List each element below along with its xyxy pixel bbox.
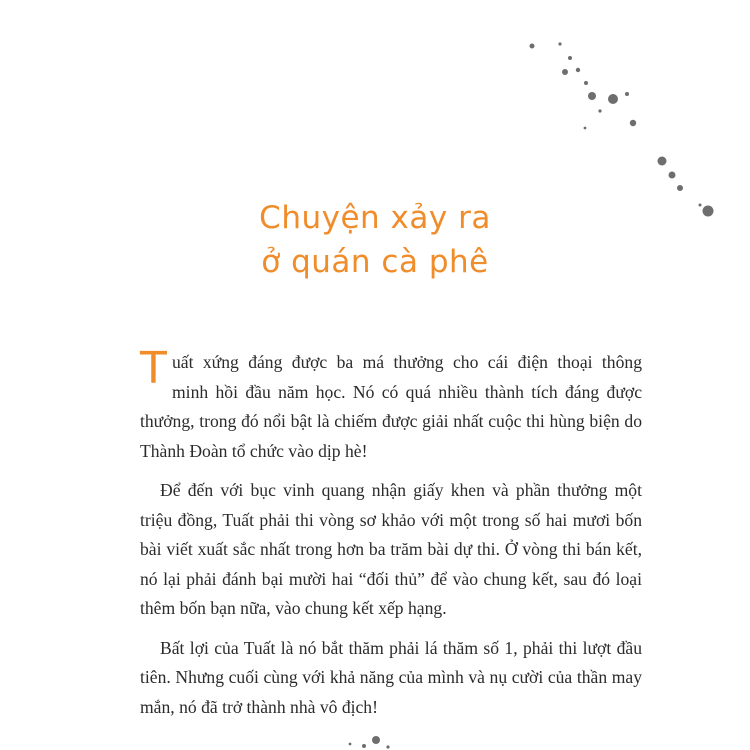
paragraph-line: nó lại phải đánh bại mười hai “đối thủ” để vào chung kết, sau đó loại bbox=[140, 568, 642, 589]
chapter-title-line-1: Chuyện xảy ra bbox=[259, 200, 491, 236]
paragraph-line: Để đến với bục vinh quang nhận giấy khen và phần thưởng một bbox=[160, 480, 642, 500]
paragraph-line: thưởng, trong đó nổi bật là chiếm được giải nhất cuộc thi hùng biện do bbox=[140, 411, 642, 431]
drop-cap: T bbox=[140, 343, 167, 394]
paragraph-line: uất xứng đáng được ba má thưởng cho cái điện thoại thông bbox=[172, 352, 642, 372]
paragraph-1 bbox=[140, 343, 642, 466]
paragraph-line: thêm bốn bạn nữa, vào chung kết xếp hạng. bbox=[140, 598, 447, 618]
paragraph-line: Thành Đoàn tổ chức vào dịp hè! bbox=[140, 440, 368, 461]
paragraph-line: minh hồi đầu năm học. Nó có quá nhiều thành tích đáng được bbox=[172, 381, 642, 402]
paragraph-2 bbox=[140, 476, 642, 624]
chapter-title bbox=[0, 196, 750, 284]
chapter-body bbox=[140, 343, 642, 732]
paragraph-line: mắn, nó đã trở thành nhà vô địch! bbox=[140, 696, 378, 717]
paragraph-line: Bất lợi của Tuất là nó bắt thăm phải lá thăm số 1, phải thi lượt đầu bbox=[160, 637, 642, 658]
paragraph-line: tiên. Nhưng cuối cùng với khả năng của mình và nụ cười của thần may bbox=[140, 667, 642, 687]
chapter-title-line-2: ở quán cà phê bbox=[261, 244, 489, 280]
paragraph-line: bài viết xuất sắc nhất trong hơn ba trăm bài dự thi. Ở vòng thi bán kết, bbox=[140, 539, 642, 559]
paragraph-3 bbox=[140, 634, 642, 723]
paragraph-line: triệu đồng, Tuất phải thi vòng sơ khảo với một trong số hai mươi bốn bbox=[140, 509, 642, 530]
